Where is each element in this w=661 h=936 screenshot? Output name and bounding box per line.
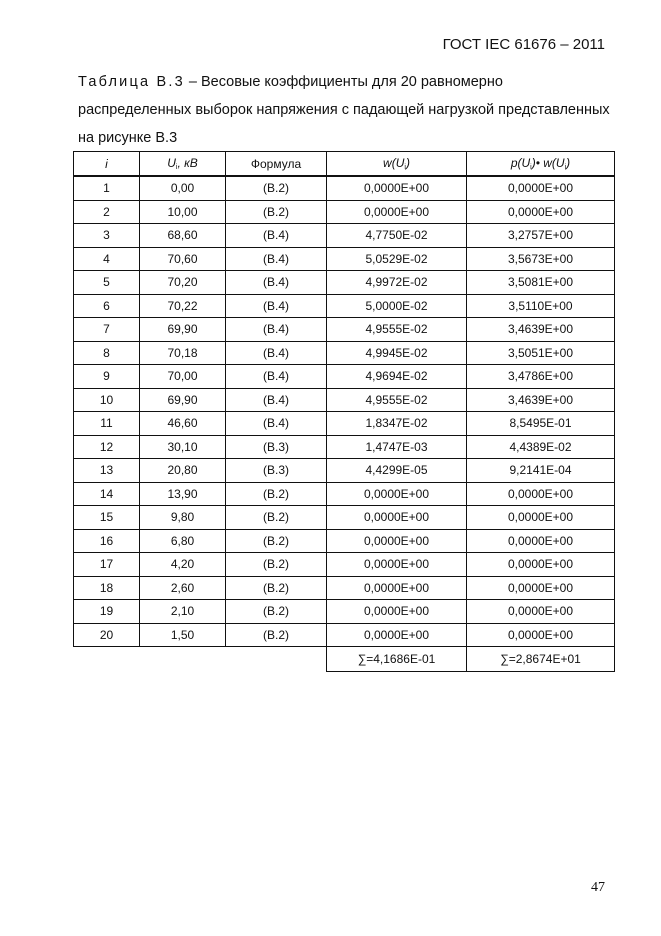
- cell-w: 0,0000Е+00: [327, 200, 467, 224]
- cell-i: 3: [74, 224, 140, 248]
- cell-w: 1,8347Е-02: [327, 412, 467, 436]
- cell-w: 1,4747Е-03: [327, 435, 467, 459]
- table-row: [74, 459, 615, 483]
- header-formula: Формула: [226, 152, 327, 177]
- cell-pw: 0,0000Е+00: [467, 623, 615, 647]
- cell-pw: 3,4786Е+00: [467, 365, 615, 389]
- cell-pw: 3,5673Е+00: [467, 247, 615, 271]
- table-row: [74, 388, 615, 412]
- cell-pw: 8,5495Е-01: [467, 412, 615, 436]
- cell-u: 69,90: [140, 318, 226, 342]
- sum-w: ∑=4,1686Е-01: [327, 647, 467, 672]
- table-row: [74, 435, 615, 459]
- document-code: ГОСТ IEC 61676 – 2011: [442, 36, 605, 53]
- table-caption-label: Таблица В.3: [78, 74, 185, 90]
- cell-u: 9,80: [140, 506, 226, 530]
- cell-pw: 9,2141Е-04: [467, 459, 615, 483]
- cell-u: 13,90: [140, 482, 226, 506]
- cell-i: 6: [74, 294, 140, 318]
- table-row: [74, 224, 615, 248]
- table-row: [74, 271, 615, 295]
- cell-formula: (В.2): [226, 529, 327, 553]
- cell-formula: (В.2): [226, 506, 327, 530]
- cell-pw: 3,5051Е+00: [467, 341, 615, 365]
- cell-pw: 0,0000Е+00: [467, 553, 615, 577]
- cell-formula: (В.2): [226, 600, 327, 624]
- cell-i: 12: [74, 435, 140, 459]
- table-row: [74, 247, 615, 271]
- cell-u: 2,60: [140, 576, 226, 600]
- table-row: [74, 176, 615, 200]
- cell-formula: (В.4): [226, 412, 327, 436]
- cell-pw: 0,0000Е+00: [467, 176, 615, 200]
- cell-formula: (В.4): [226, 224, 327, 248]
- table-sum-row: [74, 647, 615, 672]
- cell-w: 4,9972Е-02: [327, 271, 467, 295]
- cell-i: 8: [74, 341, 140, 365]
- table-caption-text: – Весовые коэффициенты для 20 равномерно распределенных выборок напряжения с падающей нагрузкой представленных на рисунке В.3: [78, 74, 610, 146]
- cell-formula: (В.4): [226, 365, 327, 389]
- cell-pw: 0,0000Е+00: [467, 600, 615, 624]
- cell-w: 0,0000Е+00: [327, 482, 467, 506]
- cell-formula: (В.2): [226, 200, 327, 224]
- table-row: [74, 576, 615, 600]
- cell-i: 9: [74, 365, 140, 389]
- cell-w: 5,0529Е-02: [327, 247, 467, 271]
- cell-i: 16: [74, 529, 140, 553]
- cell-formula: (В.4): [226, 294, 327, 318]
- cell-u: 68,60: [140, 224, 226, 248]
- cell-i: 17: [74, 553, 140, 577]
- cell-i: 20: [74, 623, 140, 647]
- cell-formula: (В.2): [226, 576, 327, 600]
- cell-formula: (В.4): [226, 318, 327, 342]
- cell-i: 13: [74, 459, 140, 483]
- cell-w: 0,0000Е+00: [327, 553, 467, 577]
- cell-w: 0,0000Е+00: [327, 529, 467, 553]
- table-row: [74, 318, 615, 342]
- cell-u: 70,20: [140, 271, 226, 295]
- cell-w: 4,9694Е-02: [327, 365, 467, 389]
- cell-w: 4,9945Е-02: [327, 341, 467, 365]
- cell-w: 4,4299Е-05: [327, 459, 467, 483]
- cell-i: 19: [74, 600, 140, 624]
- table-row: [74, 341, 615, 365]
- header-pw: $p(U_i)•$ $w(U_i)$: [467, 152, 615, 177]
- cell-formula: (В.2): [226, 553, 327, 577]
- header-w: $w(U_i)$: [327, 152, 467, 177]
- cell-i: 5: [74, 271, 140, 295]
- cell-pw: 3,5081Е+00: [467, 271, 615, 295]
- page-number: 47: [591, 880, 605, 895]
- cell-w: 0,0000Е+00: [327, 506, 467, 530]
- cell-u: 10,00: [140, 200, 226, 224]
- cell-formula: (В.4): [226, 341, 327, 365]
- cell-i: 1: [74, 176, 140, 200]
- cell-pw: 3,2757Е+00: [467, 224, 615, 248]
- cell-formula: (В.3): [226, 435, 327, 459]
- cell-formula: (В.2): [226, 623, 327, 647]
- table-row: [74, 623, 615, 647]
- cell-u: 6,80: [140, 529, 226, 553]
- cell-u: 70,22: [140, 294, 226, 318]
- cell-formula: (В.4): [226, 247, 327, 271]
- cell-i: 18: [74, 576, 140, 600]
- cell-formula: (В.3): [226, 459, 327, 483]
- table-row: [74, 506, 615, 530]
- cell-pw: 0,0000Е+00: [467, 529, 615, 553]
- cell-w: 4,7750Е-02: [327, 224, 467, 248]
- cell-formula: (В.2): [226, 176, 327, 200]
- cell-pw: 3,4639Е+00: [467, 318, 615, 342]
- table-row: [74, 200, 615, 224]
- cell-formula: (В.4): [226, 388, 327, 412]
- cell-pw: 0,0000Е+00: [467, 482, 615, 506]
- cell-w: 4,9555Е-02: [327, 318, 467, 342]
- header-u: $U_i$, кВ: [140, 152, 226, 177]
- cell-u: 70,00: [140, 365, 226, 389]
- cell-u: 1,50: [140, 623, 226, 647]
- cell-formula: (В.2): [226, 482, 327, 506]
- cell-u: 46,60: [140, 412, 226, 436]
- cell-i: 4: [74, 247, 140, 271]
- cell-u: 70,18: [140, 341, 226, 365]
- cell-i: 7: [74, 318, 140, 342]
- cell-pw: 0,0000Е+00: [467, 576, 615, 600]
- header-i: i: [74, 152, 140, 177]
- table-row: [74, 553, 615, 577]
- cell-i: 11: [74, 412, 140, 436]
- cell-w: 0,0000Е+00: [327, 576, 467, 600]
- sum-pw: ∑=2,8674Е+01: [467, 647, 615, 672]
- cell-pw: 4,4389Е-02: [467, 435, 615, 459]
- cell-i: 2: [74, 200, 140, 224]
- cell-u: 2,10: [140, 600, 226, 624]
- cell-pw: 3,4639Е+00: [467, 388, 615, 412]
- cell-u: 30,10: [140, 435, 226, 459]
- cell-w: 0,0000Е+00: [327, 623, 467, 647]
- table-row: [74, 529, 615, 553]
- cell-pw: 3,5110Е+00: [467, 294, 615, 318]
- cell-pw: 0,0000Е+00: [467, 200, 615, 224]
- table-row: [74, 365, 615, 389]
- table-header-row: [74, 152, 615, 177]
- cell-pw: 0,0000Е+00: [467, 506, 615, 530]
- table-row: [74, 294, 615, 318]
- cell-u: 69,90: [140, 388, 226, 412]
- cell-formula: (В.4): [226, 271, 327, 295]
- cell-u: 0,00: [140, 176, 226, 200]
- cell-i: 14: [74, 482, 140, 506]
- cell-u: 70,60: [140, 247, 226, 271]
- cell-w: 5,0000Е-02: [327, 294, 467, 318]
- table-row: [74, 482, 615, 506]
- cell-i: 10: [74, 388, 140, 412]
- table-row: [74, 412, 615, 436]
- cell-w: 0,0000Е+00: [327, 600, 467, 624]
- table-caption: [78, 68, 618, 152]
- weights-table: [73, 151, 615, 672]
- cell-w: 4,9555Е-02: [327, 388, 467, 412]
- cell-i: 15: [74, 506, 140, 530]
- cell-u: 4,20: [140, 553, 226, 577]
- cell-w: 0,0000Е+00: [327, 176, 467, 200]
- cell-u: 20,80: [140, 459, 226, 483]
- table-row: [74, 600, 615, 624]
